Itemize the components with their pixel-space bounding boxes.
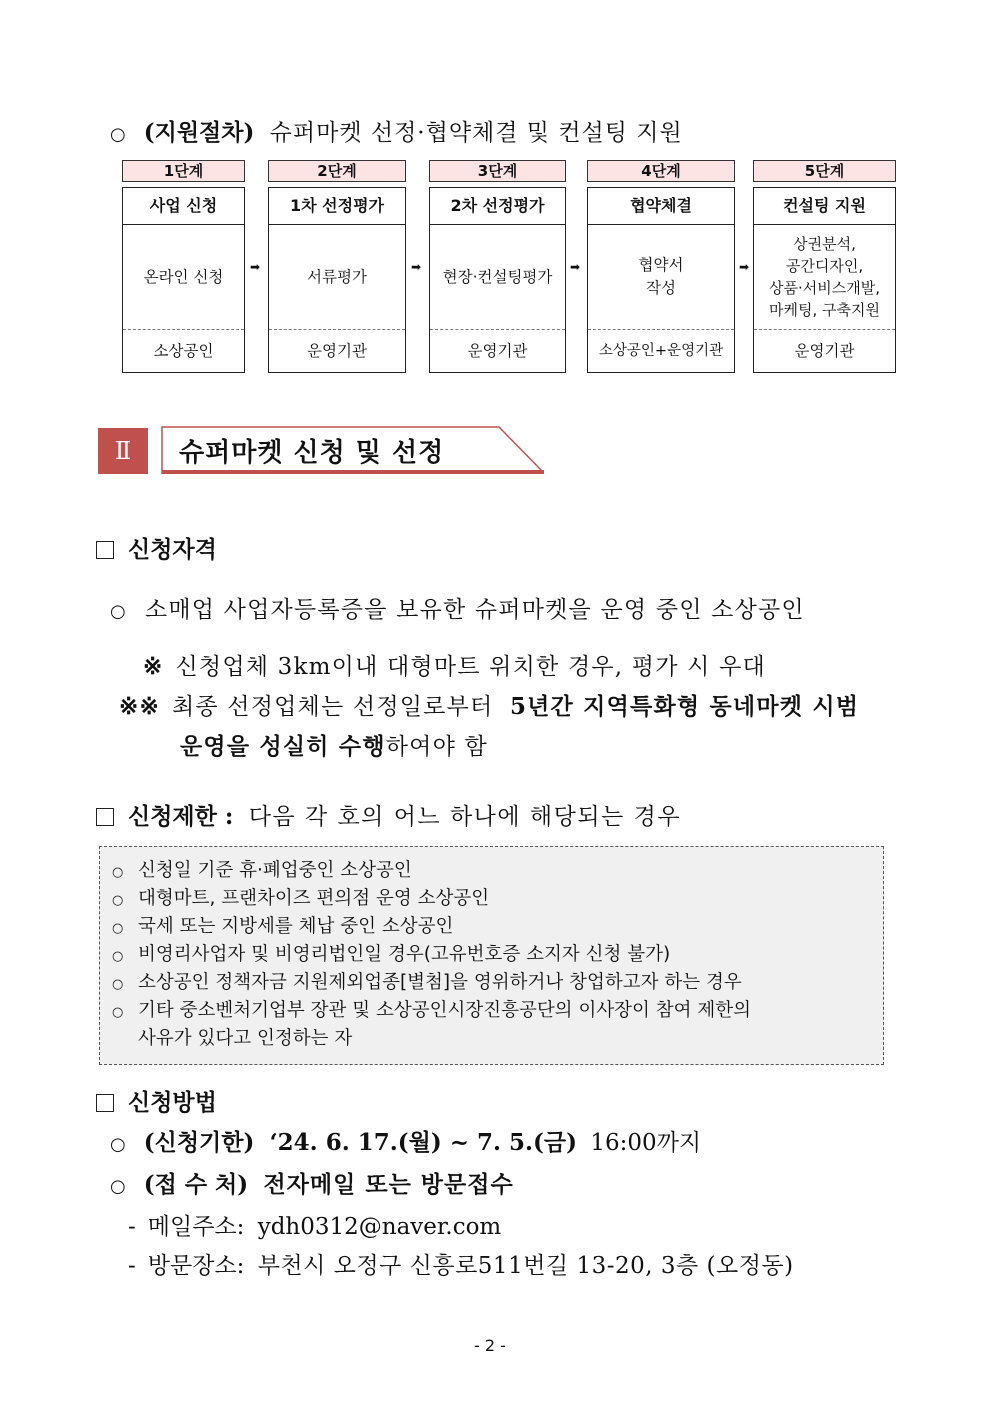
eligibility-text: ○ 소매업 사업자등록증을 보유한 슈퍼마켓을 운영 중인 소상공인 xyxy=(110,597,805,623)
eligibility-note-1: ※ 신청업체 3km이내 대형마트 위치한 경우, 평가 시 우대 xyxy=(143,653,766,680)
list-item: ○ 국세 또는 지방세를 체납 중인 소상공인 xyxy=(112,916,454,937)
list-item: ○ 소상공인 정책자금 지원제외업종[별첨]을 영위하거나 창업하고자 하는 경우 xyxy=(112,972,742,993)
stage-2-title: 1차 선정평가 xyxy=(269,188,405,225)
stage-2-actor: 운영기관 xyxy=(307,342,367,360)
arrow-2-icon: ➡ xyxy=(411,260,422,274)
stage-5-label: 5단계 xyxy=(753,160,896,182)
bullet: ○ xyxy=(110,124,126,145)
method-email: - 메일주소: ydh0312@naver.com xyxy=(128,1214,502,1240)
arrow-4-icon: ➡ xyxy=(739,260,750,274)
stage-2-body: 서류평가 xyxy=(269,225,405,330)
stage-2-label: 2단계 xyxy=(268,160,406,182)
restriction-heading: 신청제한 : 다음 각 호의 어느 하나에 해당되는 경우 xyxy=(96,798,681,831)
list-item: ○ 신청일 기준 휴·폐업중인 소상공인 xyxy=(112,860,412,881)
stage-1-label: 1단계 xyxy=(122,160,245,182)
stage-1-actor: 소상공인 xyxy=(153,342,214,360)
stage-5-actor: 운영기관 xyxy=(794,342,855,360)
stage-4-body: 협약서 작성 xyxy=(588,225,734,330)
arrow-3-icon: ➡ xyxy=(570,260,581,274)
procedure-label: (지원절차) xyxy=(143,119,255,146)
page-number: - 2 - xyxy=(474,1336,506,1355)
method-deadline: ○ (신청기한) ‘24. 6. 17.(월) ~ 7. 5.(금) 16:00까지 xyxy=(110,1129,702,1156)
stage-2-box xyxy=(268,187,406,373)
stage-1-title: 사업 신청 xyxy=(123,188,244,225)
stage-1-body: 온라인 신청 xyxy=(123,225,244,330)
method-heading: 신청방법 xyxy=(96,1084,217,1117)
procedure-text: 슈퍼마켓 선정·협약체결 및 컨설팅 지원 xyxy=(269,120,683,146)
stage-5-body: 상권분석, 공간디자인, 상품·서비스개발, 마케팅, 구축지원 xyxy=(754,225,895,330)
restriction-box xyxy=(99,846,884,1065)
stage-3-actor: 운영기관 xyxy=(467,342,528,360)
stage-4-actor: 소상공인+운영기관 xyxy=(598,343,724,359)
stage-4-label: 4단계 xyxy=(587,160,735,182)
method-visit: - 방문장소: 부천시 오정구 신흥로511번길 13-20, 3층 (오정동) xyxy=(128,1253,794,1279)
method-reception: ○ (접 수 처) 전자메일 또는 방문접수 xyxy=(110,1171,514,1198)
eligibility-note-2: ※※ 최종 선정업체는 선정일로부터 5년간 지역특화형 동네마켓 시범 xyxy=(119,693,860,720)
list-item-continuation: 사유가 있다고 인정하는 자 xyxy=(138,1028,353,1049)
list-item: ○ 대형마트, 프랜차이즈 편의점 운영 소상공인 xyxy=(112,888,490,909)
checkbox-icon xyxy=(96,808,114,826)
checkbox-icon xyxy=(96,1094,114,1112)
eligibility-heading: 신청자격 xyxy=(96,531,217,564)
stage-3-label: 3단계 xyxy=(429,160,566,182)
procedure-heading xyxy=(110,114,683,147)
stage-5-title: 컨설팅 지원 xyxy=(754,188,895,225)
checkbox-icon xyxy=(96,541,114,559)
list-item: ○ 기타 중소벤처기업부 장관 및 소상공인시장진흥공단의 이사장이 참여 제한의 xyxy=(112,1000,752,1021)
stage-3-title: 2차 선정평가 xyxy=(430,188,565,225)
stage-4-title: 협약체결 xyxy=(588,188,734,225)
stage-5-box xyxy=(753,187,896,373)
section-number: Ⅱ xyxy=(98,428,148,474)
stage-4-box xyxy=(587,187,735,373)
stage-3-body: 현장·컨설팅평가 xyxy=(430,225,565,330)
section-title: 슈퍼마켓 신청 및 선정 xyxy=(179,438,445,468)
arrow-1-icon: ➡ xyxy=(250,260,261,274)
list-item: ○ 비영리사업자 및 비영리법인일 경우(고유번호증 소지자 신청 불가) xyxy=(112,944,671,965)
eligibility-note-2-cont: 운영을 성실히 수행하여야 함 xyxy=(180,733,488,760)
stage-1-box xyxy=(122,187,245,373)
stage-3-box xyxy=(429,187,566,373)
